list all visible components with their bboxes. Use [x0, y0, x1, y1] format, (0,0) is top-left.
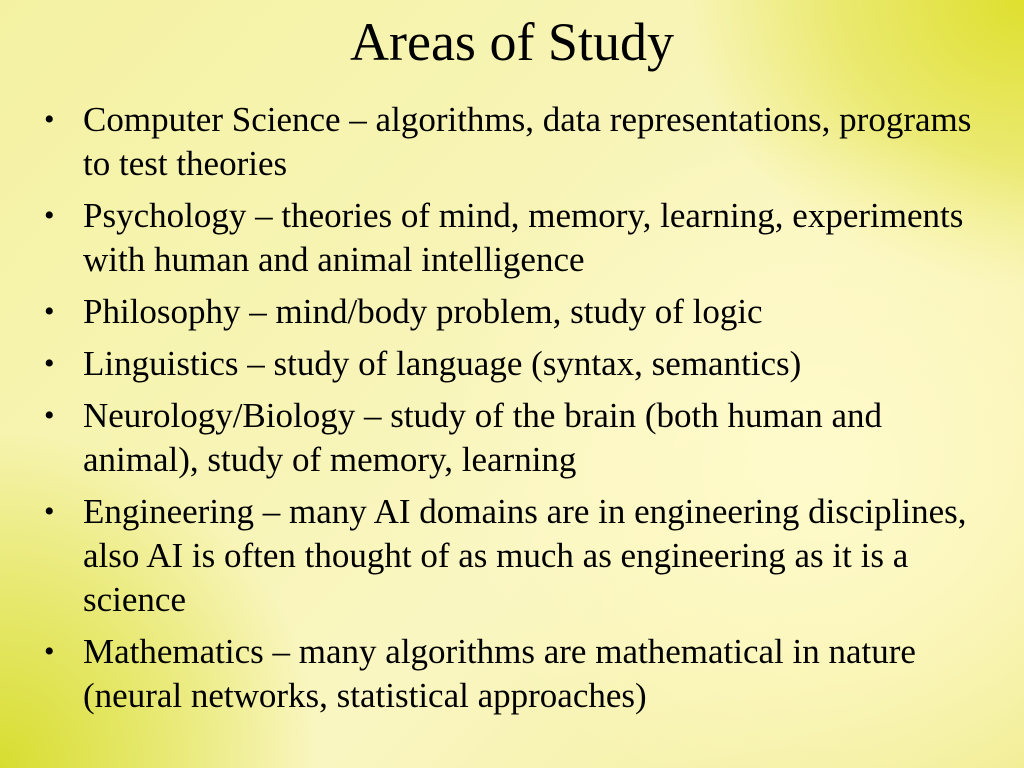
bullet-item-psychology: [40, 194, 1000, 282]
bullet-marker-icon: •: [44, 495, 55, 528]
bullet-marker-icon: •: [44, 347, 55, 380]
bullet-text: Engineering – many AI domains are in engineering disciplines, also AI is often thought of as much as engineering as it is a science: [83, 492, 967, 619]
bullet-text: Neurology/Biology – study of the brain (both human and animal), study of memory, learning: [83, 396, 883, 479]
bullet-item-computer-science: [40, 98, 1000, 186]
bullet-text: Computer Science – algorithms, data representations, programs to test theories: [83, 100, 972, 183]
bullet-text: Philosophy – mind/body problem, study of logic: [83, 292, 763, 331]
bullet-marker-icon: •: [44, 103, 55, 136]
bullet-text: Mathematics – many algorithms are mathematical in nature (neural networks, statistical approaches): [83, 632, 916, 715]
bullet-text: Psychology – theories of mind, memory, learning, experiments with human and animal intelligence: [83, 196, 964, 279]
bullet-item-mathematics: [40, 630, 1000, 718]
bullet-marker-icon: •: [44, 295, 55, 328]
bullet-text: Linguistics – study of language (syntax, semantics): [83, 344, 802, 383]
bullet-list: [40, 98, 1000, 726]
bullet-item-engineering: [40, 490, 1000, 622]
bullet-item-linguistics: [40, 342, 1000, 386]
bullet-item-philosophy: [40, 290, 1000, 334]
bullet-item-neurology-biology: [40, 394, 1000, 482]
bullet-marker-icon: •: [44, 635, 55, 668]
bullet-marker-icon: •: [44, 199, 55, 232]
bullet-marker-icon: •: [44, 399, 55, 432]
slide-title: Areas of Study: [350, 12, 674, 72]
